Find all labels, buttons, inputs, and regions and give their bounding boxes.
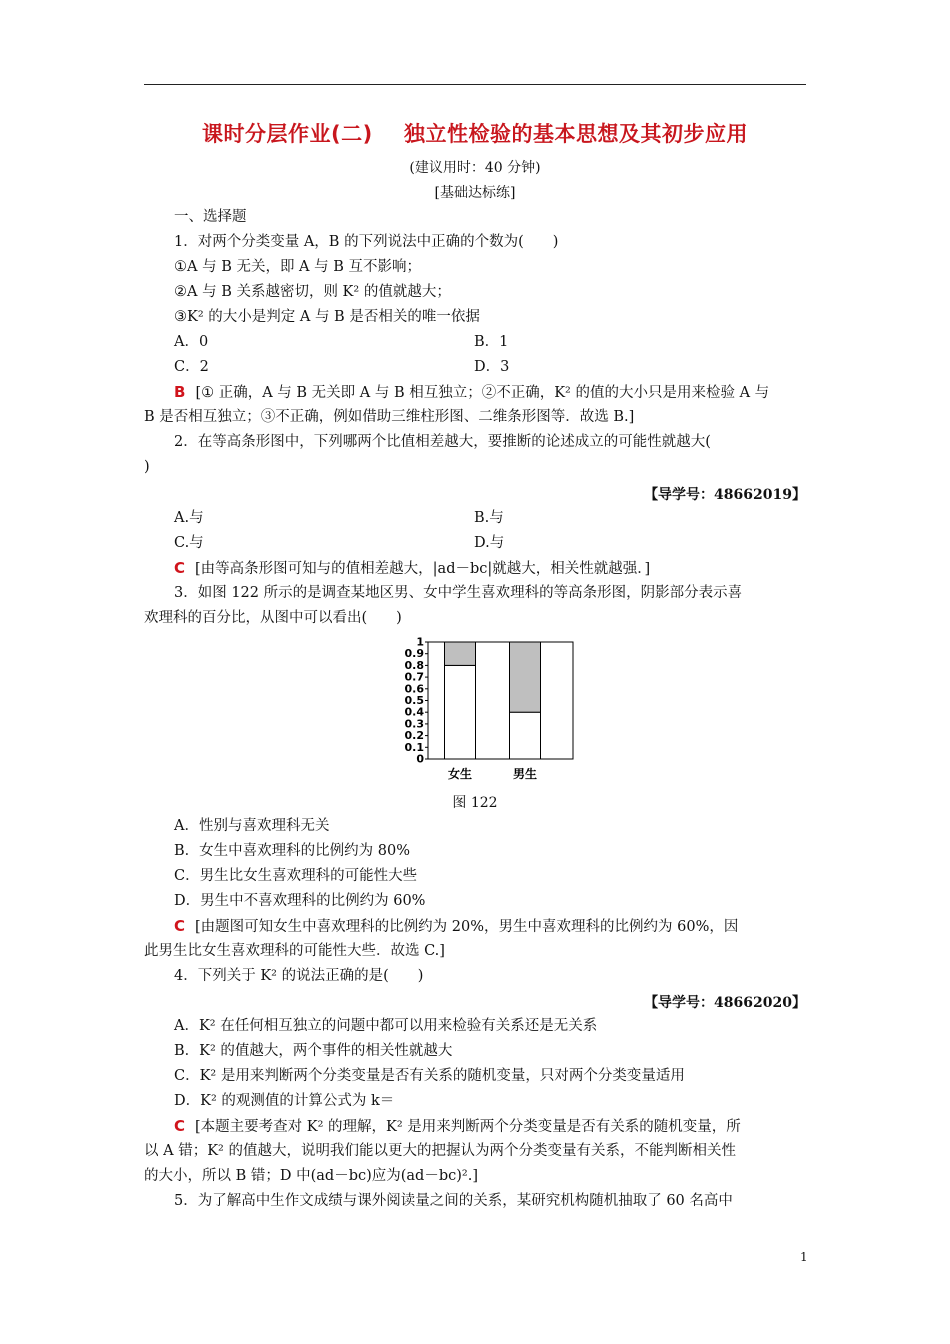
q4-answer: C (174, 1117, 186, 1135)
q2-option-b: B.与 (474, 510, 504, 526)
part-heading: 一、选择题 (174, 209, 247, 225)
stacked-bar-chart (380, 636, 590, 786)
q3-explanation-text: [由题图可知女生中喜欢理科的比例约为 20%，男生中喜欢理科的比例约为 60%，因 (195, 919, 739, 935)
q4-option-a: A．K² 在任何相互独立的问题中都可以用来检验有关系还是无关系 (174, 1018, 598, 1034)
y-tick-label: 1 (416, 636, 424, 649)
q4-explanation-text: [本题主要考查对 K² 的理解，K² 是用来判断两个分类变量是否有关系的随机变量，所 (195, 1119, 741, 1135)
page-title: 课时分层作业(二) 独立性检验的基本思想及其初步应用 (202, 122, 748, 146)
q2-explanation (174, 558, 650, 579)
q4-explanation-line2: 以 A 错；K² 的值越大，说明我们能以更大的把握认为两个分类变量有关系，不能判断相关性 (144, 1143, 736, 1159)
q1-explanation-text: [① 正确，A 与 B 无关即 A 与 B 相互独立；②不正确，K² 的值的大小只是用来检验 A 与 (195, 385, 770, 401)
y-tick-label: 0.3 (404, 717, 424, 731)
q1-explanation-line1 (174, 382, 769, 403)
q3-explanation-line1 (174, 916, 738, 937)
q3-explanation-line2: 此男生比女生喜欢理科的可能性大些．故选 C.] (144, 943, 445, 959)
q3-option-d: D．男生中不喜欢理科的比例约为 60% (174, 893, 426, 909)
y-tick-label: 0.5 (404, 694, 424, 707)
q1-explanation-line2: B 是否相互独立；③不正确，例如借助三维柱形图、二维条形图等．故选 B.] (144, 409, 635, 425)
q2-option-a: A.与 (174, 510, 204, 526)
q5-stem: 5．为了解高中生作文成绩与课外阅读量之间的关系，某研究机构随机抽取了 60 名高中 (174, 1193, 733, 1209)
q1-option-b: B．1 (474, 334, 509, 350)
q4-option-b: B．K² 的值越大，两个事件的相关性就越大 (174, 1043, 453, 1059)
bar-segment (445, 665, 476, 759)
q3-option-c: C．男生比女生喜欢理科的可能性大些 (174, 868, 418, 884)
header-rule (144, 84, 806, 85)
q1-option-d: D．3 (474, 359, 510, 375)
q2-explanation-text: [由等高条形图可知与的值相差越大，|ad－bc|就越大，相关性就越强．] (195, 561, 651, 577)
q4-explanation-line3: 的大小，所以 B 错；D 中(ad－bc)应为(ad－bc)².] (144, 1168, 478, 1184)
q4-explanation-line1 (174, 1116, 741, 1137)
q2-answer: C (174, 559, 186, 577)
page-number: 1 (800, 1250, 808, 1264)
q4-option-d: D．K² 的观测值的计算公式为 k＝ (174, 1093, 395, 1109)
bar-segment (510, 712, 541, 759)
y-tick-label: 0.1 (404, 740, 424, 754)
q4-reference: 【导学号：48662020】 (644, 995, 806, 1011)
q2-option-c: C.与 (174, 535, 204, 551)
q1-stem: 1．对两个分类变量 A，B 的下列说法中正确的个数为( ) (174, 234, 559, 250)
q1-statement-3: ③K² 的大小是判定 A 与 B 是否相关的唯一依据 (174, 309, 480, 325)
q3-stem-line1: 3．如图 122 所示的是调查某地区男、女中学生喜欢理科的等高条形图，阴影部分表示喜 (174, 585, 743, 601)
q4-stem: 4．下列关于 K² 的说法正确的是( ) (174, 968, 424, 984)
q2-stem-line2: ) (144, 459, 150, 475)
q1-option-a: A．0 (174, 334, 209, 350)
q3-answer: C (174, 917, 186, 935)
q1-statement-1: ①A 与 B 无关，即 A 与 B 互不影响； (174, 259, 422, 275)
y-tick-label: 0 (416, 752, 424, 766)
y-tick-label: 0.4 (404, 705, 424, 719)
y-tick-label: 0.8 (404, 658, 424, 672)
q2-option-d: D.与 (474, 535, 505, 551)
q1-option-c: C．2 (174, 359, 209, 375)
figure-caption: 图 122 (452, 795, 498, 811)
time-note: (建议用时：40 分钟) (409, 160, 541, 176)
q3-option-b: B．女生中喜欢理科的比例约为 80% (174, 843, 410, 859)
q2-reference: 【导学号：48662019】 (644, 487, 806, 503)
bar-segment (510, 642, 541, 712)
y-tick-label: 0.2 (404, 729, 424, 743)
q3-stem-line2: 欢理科的百分比，从图中可以看出( ) (144, 610, 402, 626)
bar-segment (445, 642, 476, 665)
q4-option-c: C．K² 是用来判断两个分类变量是否有关系的随机变量，只对两个分类变量适用 (174, 1068, 685, 1084)
q3-option-a: A．性别与喜欢理科无关 (174, 818, 330, 834)
x-category-label: 女生 (447, 767, 473, 781)
x-category-label: 男生 (512, 767, 538, 781)
q1-answer: B (174, 383, 186, 401)
y-tick-label: 0.7 (404, 670, 424, 684)
y-tick-label: 0.9 (404, 647, 424, 661)
y-tick-label: 0.6 (404, 682, 424, 696)
q1-statement-2: ②A 与 B 关系越密切，则 K² 的值就越大； (174, 284, 451, 300)
section-label: [基础达标练] (434, 185, 516, 201)
q2-stem-line1: 2．在等高条形图中，下列哪两个比值相差越大，要推断的论述成立的可能性就越大( (174, 434, 711, 450)
